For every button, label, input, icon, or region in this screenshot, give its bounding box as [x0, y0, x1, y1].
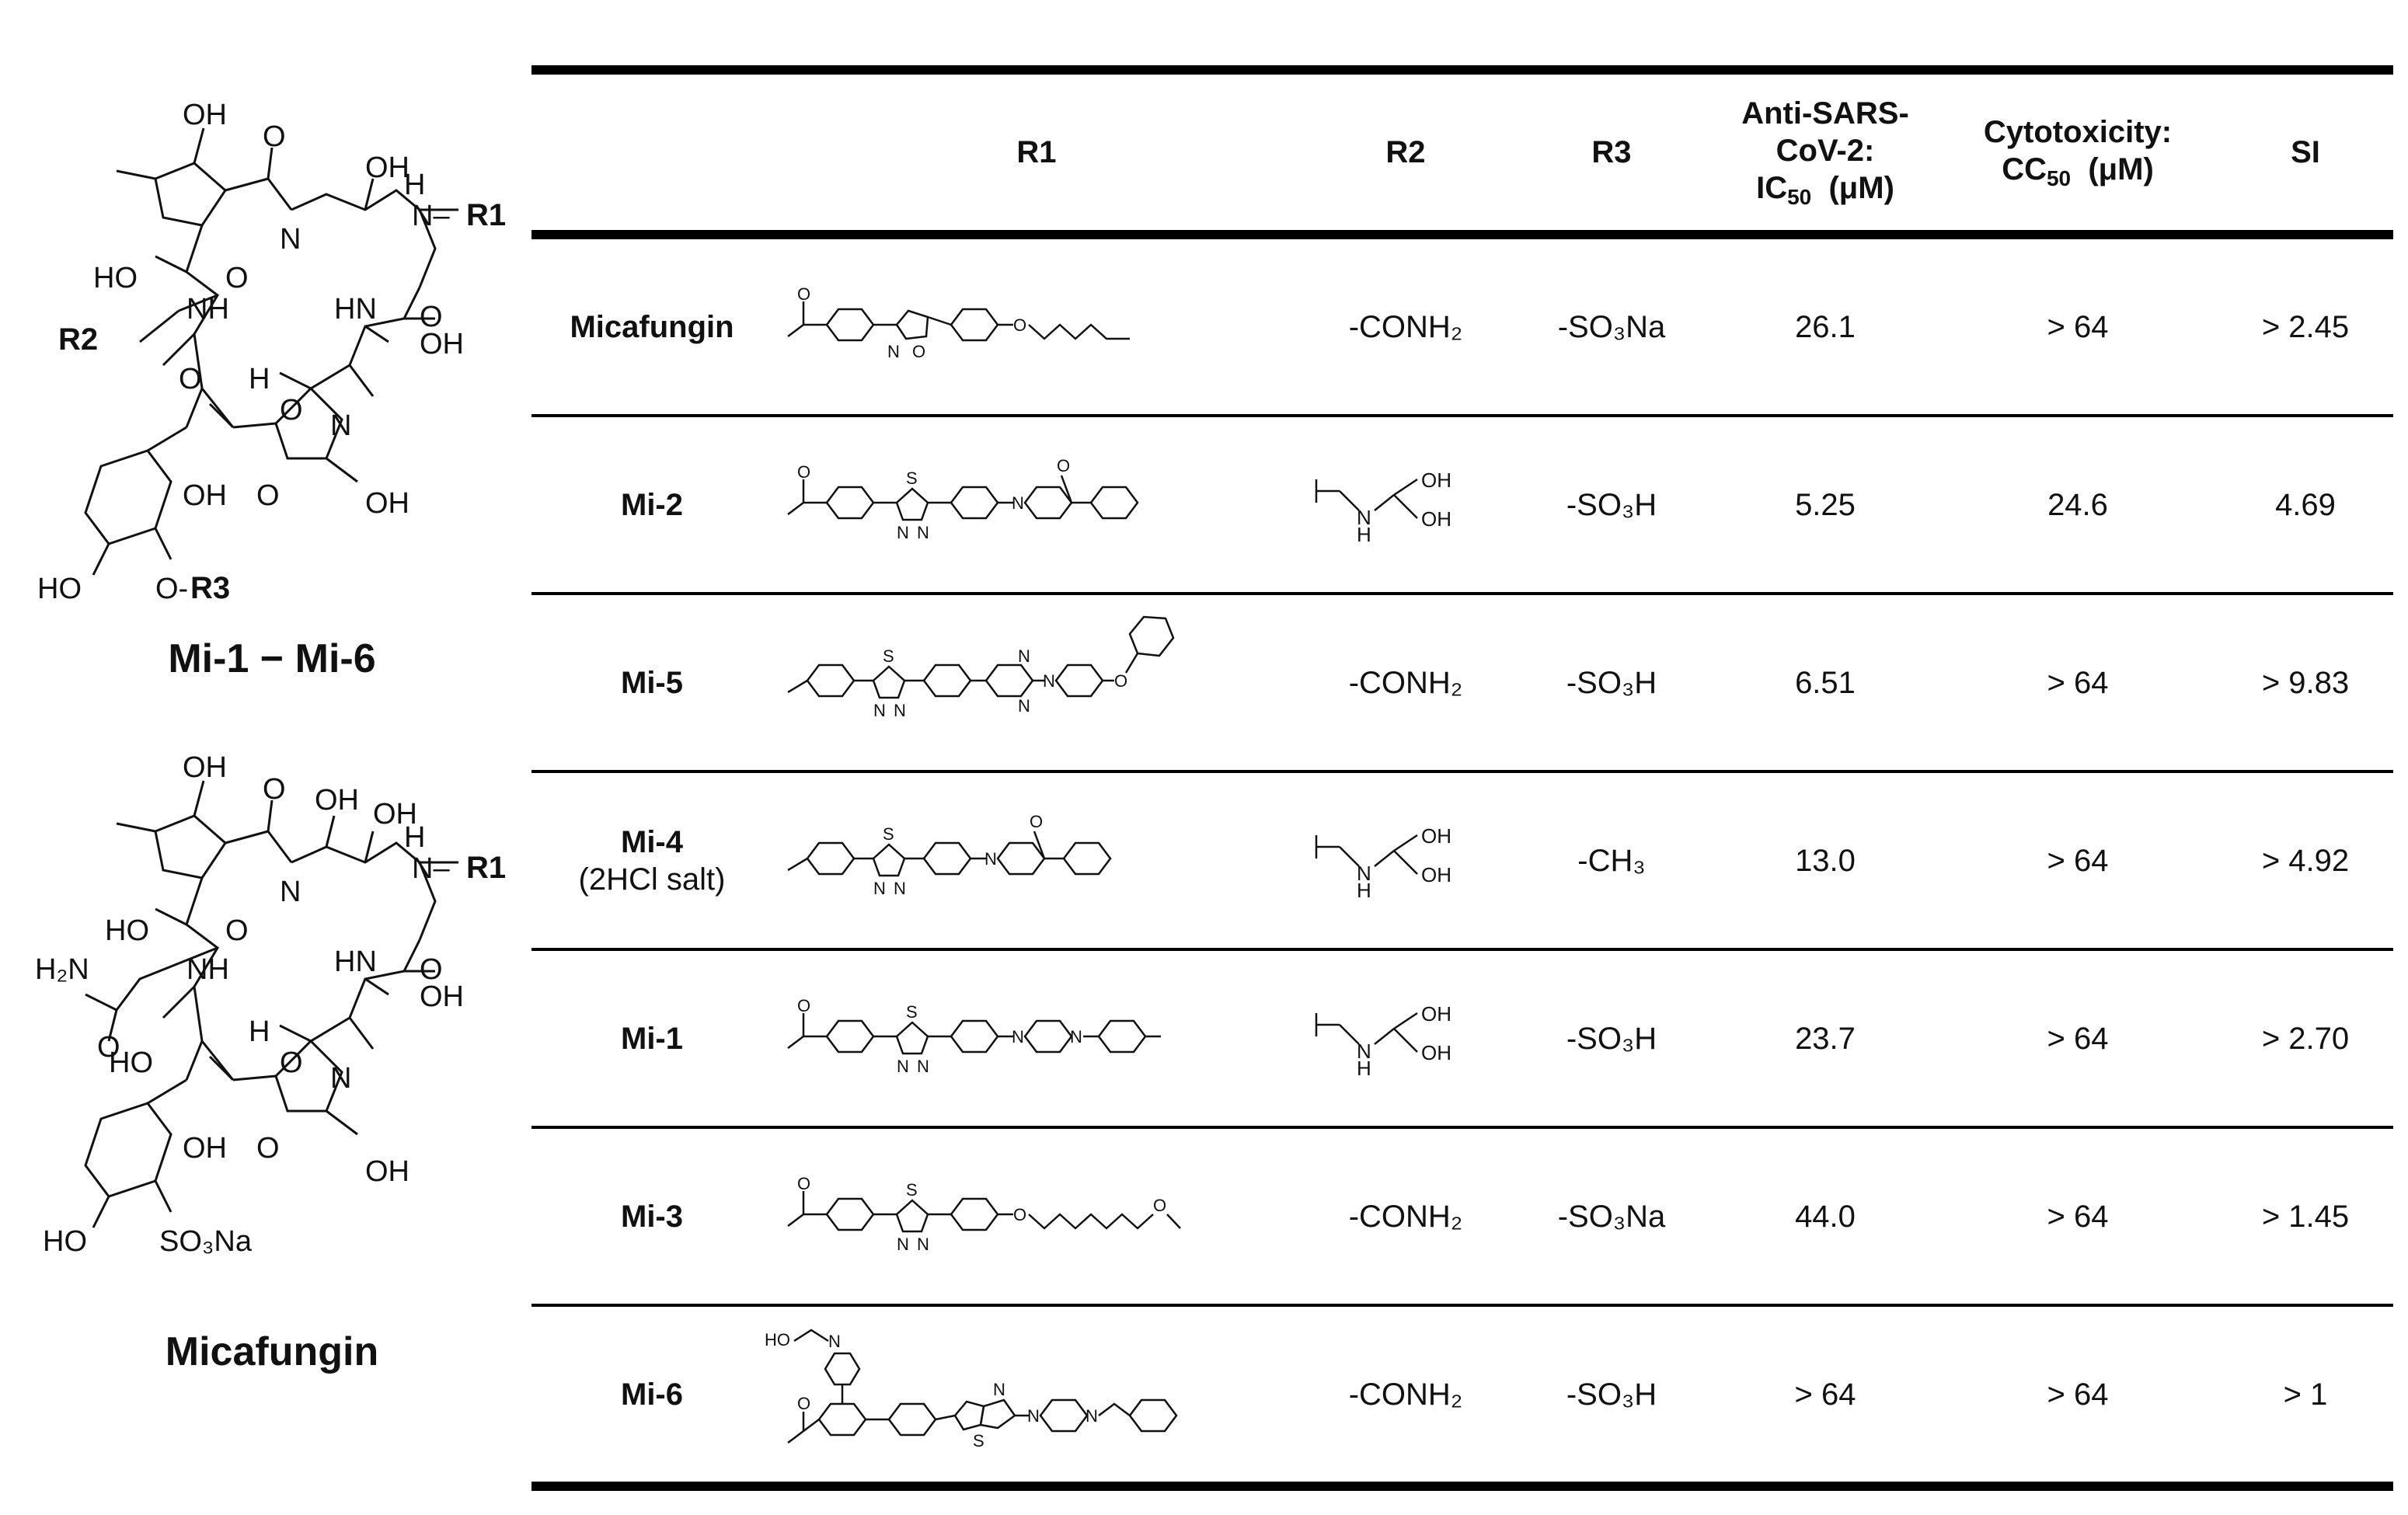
atom-oh: OH — [373, 798, 417, 831]
benzene-ring — [827, 1199, 873, 1230]
atom-n-r1: N– — [412, 852, 450, 885]
atom-n: N — [1070, 1027, 1082, 1047]
ic50-value: 13.0 — [1795, 843, 1856, 878]
cyclohexane-ring — [1064, 843, 1110, 874]
atom-n: N — [897, 523, 909, 542]
atom-oh: OH — [183, 751, 227, 784]
atom-n: N — [1043, 671, 1055, 691]
atom-n: N — [897, 1057, 909, 1076]
cc50-value: > 64 — [2047, 309, 2109, 344]
atom-h: H — [1357, 1057, 1371, 1080]
atom-n: N — [1357, 1040, 1371, 1063]
atom-o: O — [1013, 315, 1027, 335]
atom-oh: OH — [315, 784, 359, 817]
top-pyrrolidine-ring — [155, 163, 225, 225]
header-ic50 — [1713, 95, 1938, 211]
atom-n: N — [1357, 506, 1371, 529]
structure-micafungin — [0, 746, 528, 1274]
atom-nh: NH — [186, 293, 229, 326]
thiadiazole-ring — [981, 1400, 1015, 1428]
atom-o: O — [1013, 1205, 1027, 1224]
atom-n: N — [984, 849, 997, 869]
cc50-value: > 64 — [2047, 1021, 2109, 1056]
atom-oh: OH — [365, 152, 409, 184]
atom-ho: HO — [93, 262, 138, 294]
atom-n: N — [280, 223, 301, 256]
header-ic50-symbol: IC — [1756, 170, 1788, 205]
piperidine-ring — [1056, 665, 1103, 696]
atom-o: O — [280, 394, 303, 427]
atom-s: S — [883, 824, 894, 844]
cc50-value: 24.6 — [2047, 487, 2108, 522]
table-row — [531, 773, 2393, 948]
benzene-ring — [889, 1404, 936, 1435]
atom-oh: OH — [420, 980, 464, 1013]
atom-n: N — [873, 879, 886, 898]
r3-value: -SO₃H — [1566, 487, 1657, 522]
ic50-value: > 64 — [1794, 1377, 1856, 1412]
atom-n: N — [280, 876, 301, 908]
thiadiazole-ring — [873, 845, 904, 876]
ic50-value: 44.0 — [1795, 1199, 1856, 1234]
compound-name-cell — [531, 824, 772, 898]
atom-ho: HO — [105, 914, 149, 947]
table-row — [531, 1129, 2393, 1304]
header-si: SI — [2291, 135, 2320, 169]
cc50-value: > 64 — [2047, 843, 2109, 878]
serinol-amine-drawing — [1301, 773, 1511, 948]
header-ic50-sub: 50 — [1787, 184, 1812, 209]
thiadiazole-ring — [897, 1022, 928, 1054]
ic50-value: 26.1 — [1795, 309, 1856, 344]
atom-oh: OH — [365, 487, 409, 520]
activity-table — [531, 65, 2393, 1491]
r2-value: -CONH₂ — [1348, 309, 1463, 344]
table-row — [531, 1307, 2393, 1482]
compound-name: Mi-4 — [621, 824, 683, 859]
atom-o: O — [1057, 456, 1071, 475]
header-r1-text: R1 — [1016, 135, 1057, 169]
r1-structure — [772, 951, 1301, 1126]
label-r2: R2 — [58, 322, 99, 357]
benzene-ring — [85, 1103, 171, 1196]
benzene-ring — [951, 487, 998, 518]
atom-oh: OH — [1421, 507, 1451, 531]
ic50-value: 23.7 — [1795, 1021, 1856, 1056]
r1-structure-drawing — [772, 417, 1301, 592]
r1-structure-drawing — [772, 1129, 1301, 1304]
atom-o: O — [797, 1174, 811, 1193]
atom-n: N — [993, 1380, 1005, 1399]
piperidine-ring — [1025, 487, 1072, 518]
top-pyrrolidine-ring — [155, 816, 225, 878]
si-value: > 2.70 — [2261, 1021, 2350, 1056]
atom-n: N — [873, 701, 886, 720]
cc50-value: > 64 — [2047, 1199, 2109, 1234]
header-r1 — [772, 75, 1301, 230]
atom-n: N — [897, 1235, 909, 1254]
atom-n: N — [917, 1057, 929, 1076]
atom-h: H — [1357, 523, 1371, 546]
atom-h: H — [404, 821, 426, 854]
ic50-value: 5.25 — [1795, 487, 1856, 522]
atom-nh: NH — [186, 953, 229, 986]
header-r2 — [1301, 75, 1511, 230]
atom-hn: HN — [334, 946, 377, 978]
compound-name: Mi-5 — [621, 665, 683, 700]
compound-note: (2HCl salt) — [578, 862, 726, 897]
r2-value: -CONH₂ — [1348, 665, 1463, 700]
benzene-ring — [951, 309, 998, 340]
cc50-value: > 64 — [2047, 665, 2109, 700]
r2-structure — [1301, 951, 1511, 1126]
r3-value: -SO₃H — [1566, 665, 1657, 700]
table-bottom-rule — [531, 1482, 2393, 1491]
atom-n: N — [1012, 1027, 1024, 1047]
ic50-value: 6.51 — [1795, 665, 1856, 700]
atom-o: O — [263, 773, 286, 806]
header-cc50-unit: (μM) — [2088, 152, 2154, 186]
r1-structure — [772, 417, 1301, 592]
atom-oh: OH — [1421, 1002, 1451, 1026]
pyrimidine-ring — [986, 665, 1033, 696]
atom-s: S — [906, 1180, 918, 1200]
atom-hn: HN — [334, 293, 377, 326]
cyclohexane-ring — [1130, 617, 1173, 656]
si-value: > 2.45 — [2261, 309, 2350, 344]
header-rule — [531, 230, 2393, 239]
piperazine-ring — [1040, 1400, 1087, 1431]
atom-o: O — [256, 479, 280, 512]
phenyl-ring — [1130, 1400, 1176, 1431]
piperazine-ring — [1025, 1021, 1072, 1052]
cyclohexane-ring — [1099, 1021, 1145, 1052]
compound-name: Micafungin — [570, 309, 734, 344]
atom-o: O — [225, 262, 249, 294]
atom-o: O — [263, 120, 286, 153]
r2-value: -CONH₂ — [1348, 1199, 1463, 1234]
atom-n: N — [894, 701, 906, 720]
cyclohexane-ring — [807, 843, 854, 874]
header-cc50-symbol: CC — [2002, 152, 2047, 186]
atom-o: O — [179, 363, 202, 395]
atom-s: S — [883, 646, 894, 666]
atom-oh: OH — [183, 1132, 227, 1165]
imidazole-ring — [955, 1402, 984, 1430]
si-value: > 1.45 — [2261, 1199, 2350, 1234]
atom-ho: HO — [765, 1330, 790, 1350]
si-value: > 1 — [2283, 1377, 2328, 1412]
label-r1: R1 — [466, 851, 507, 885]
atom-so3na: SO₃Na — [159, 1225, 252, 1258]
caption-mi-series: Mi-1 − Mi-6 — [168, 636, 376, 681]
atom-o: O — [797, 462, 811, 482]
benzene-ring — [827, 1021, 873, 1052]
table-row — [531, 951, 2393, 1126]
atom-o: O — [97, 1031, 120, 1064]
header-r3: R3 — [1591, 135, 1632, 169]
thiadiazole-ring — [873, 667, 904, 698]
benzene-ring — [924, 665, 971, 696]
atom-n: N — [894, 879, 906, 898]
header-cc50-sub: 50 — [2046, 165, 2072, 190]
r1-structure — [772, 595, 1301, 770]
r3-value: -SO₃H — [1566, 1021, 1657, 1056]
table-top-rule — [531, 65, 2393, 75]
thiadiazole-ring — [897, 1200, 928, 1231]
structure-mi-series — [0, 93, 528, 622]
si-value: > 4.92 — [2261, 843, 2350, 878]
atom-n-r1: N– — [412, 200, 450, 232]
atom-h: H — [249, 363, 270, 395]
cyclohexane-ring — [1091, 487, 1138, 518]
benzene-ring — [827, 309, 873, 340]
atom-n: N — [1018, 646, 1030, 666]
table-row — [531, 595, 2393, 770]
r3-value: -CH₃ — [1577, 843, 1646, 878]
atom-n: N — [1086, 1406, 1098, 1426]
header-ic50-unit: (μM) — [1828, 170, 1894, 205]
r3-value: -SO₃Na — [1557, 1199, 1666, 1234]
table-row — [531, 239, 2393, 414]
label-r3: R3 — [190, 571, 231, 605]
atom-oh: OH — [183, 99, 227, 131]
r1-structure-drawing — [772, 239, 1301, 414]
atom-n: N — [917, 1235, 929, 1254]
atom-ho: HO — [37, 573, 82, 605]
atom-ho: HO — [43, 1225, 87, 1258]
atom-h: H — [1357, 879, 1371, 902]
header-ic50-line1: Anti-SARS- — [1741, 96, 1909, 131]
r1-structure-drawing — [772, 773, 1301, 948]
atom-oh: OH — [1421, 1041, 1451, 1064]
atom-oh: OH — [365, 1155, 409, 1188]
table-header-row — [531, 75, 2393, 230]
cc50-value: > 64 — [2047, 1377, 2109, 1412]
atom-o: O — [420, 953, 443, 986]
header-r2-text: R2 — [1385, 135, 1426, 169]
atom-h2n: H₂N — [35, 953, 89, 986]
r1-structure — [772, 773, 1301, 948]
atom-n: N — [330, 409, 352, 442]
serinol-amine-drawing — [1301, 951, 1511, 1126]
atom-n: N — [1357, 862, 1371, 885]
atom-n: N — [1027, 1406, 1040, 1426]
atom-o: O — [225, 914, 249, 947]
atom-o: O — [1153, 1196, 1167, 1215]
isoxazole-ring — [897, 311, 928, 339]
r3-value: -SO₃Na — [1557, 309, 1666, 344]
atom-oh: OH — [1421, 468, 1451, 492]
benzene-ring — [951, 1199, 998, 1230]
r1-structure-drawing — [772, 951, 1301, 1126]
r1-structure — [772, 1129, 1301, 1304]
atom-o: O — [1114, 671, 1128, 691]
compound-name: Mi-1 — [621, 1021, 683, 1056]
r1-structure-drawing — [765, 1307, 1301, 1482]
atom-o: O — [912, 342, 926, 361]
tetrahydropyridine-ring — [825, 1353, 859, 1384]
r1-structure-drawing — [772, 595, 1301, 770]
atom-o: O — [1030, 812, 1044, 831]
atom-oh: OH — [1421, 824, 1451, 848]
atom-o-r3: O- — [155, 573, 189, 605]
r2-structure — [1301, 417, 1511, 592]
piperidine-ring — [998, 843, 1044, 874]
table-row — [531, 417, 2393, 592]
atom-o: O — [797, 996, 811, 1015]
atom-s: S — [906, 1002, 918, 1022]
benzene-ring — [819, 1404, 866, 1435]
r2-value: -CONH₂ — [1348, 1377, 1463, 1412]
atom-s: S — [906, 468, 918, 488]
benzene-ring — [951, 1021, 998, 1052]
catechol-ring — [85, 451, 171, 544]
atom-n: N — [1018, 696, 1030, 716]
atom-o: O — [256, 1132, 280, 1165]
atom-s: S — [973, 1431, 984, 1451]
label-r1: R1 — [466, 198, 507, 232]
si-value: 4.69 — [2275, 487, 2336, 522]
r1-structure — [765, 1307, 1301, 1482]
si-value: > 9.83 — [2261, 665, 2350, 700]
benzene-ring — [827, 487, 873, 518]
atom-h: H — [404, 169, 426, 201]
atom-h: H — [249, 1015, 270, 1048]
r2-structure — [1301, 773, 1511, 948]
atom-ho: HO — [109, 1047, 153, 1079]
header-cc50-line1: Cytotoxicity: — [1983, 114, 2173, 149]
atom-n: N — [917, 523, 929, 542]
atom-o: O — [797, 1394, 811, 1413]
atom-n: N — [330, 1062, 352, 1095]
compound-name: Mi-3 — [621, 1199, 683, 1234]
atom-oh: OH — [183, 479, 227, 512]
benzene-ring — [924, 843, 971, 874]
serinol-amine-drawing — [1301, 417, 1511, 592]
cyclohexane-ring — [807, 665, 854, 696]
atom-n: N — [1012, 493, 1024, 513]
atom-n: N — [887, 342, 900, 361]
header-cc50 — [1938, 113, 2218, 192]
atom-oh: OH — [1421, 863, 1451, 886]
atom-o: O — [280, 1047, 303, 1079]
caption-micafungin: Micafungin — [165, 1329, 379, 1374]
atom-oh: OH — [420, 328, 464, 360]
thiadiazole-ring — [897, 489, 928, 520]
atom-o: O — [797, 284, 811, 304]
header-ic50-line2: CoV-2: — [1776, 133, 1875, 168]
compound-name: Mi-2 — [621, 487, 683, 522]
compound-name: Mi-6 — [621, 1377, 683, 1412]
r1-structure — [772, 239, 1301, 414]
atom-o: O — [420, 301, 443, 333]
r3-value: -SO₃H — [1566, 1377, 1657, 1412]
atom-n: N — [828, 1332, 841, 1351]
